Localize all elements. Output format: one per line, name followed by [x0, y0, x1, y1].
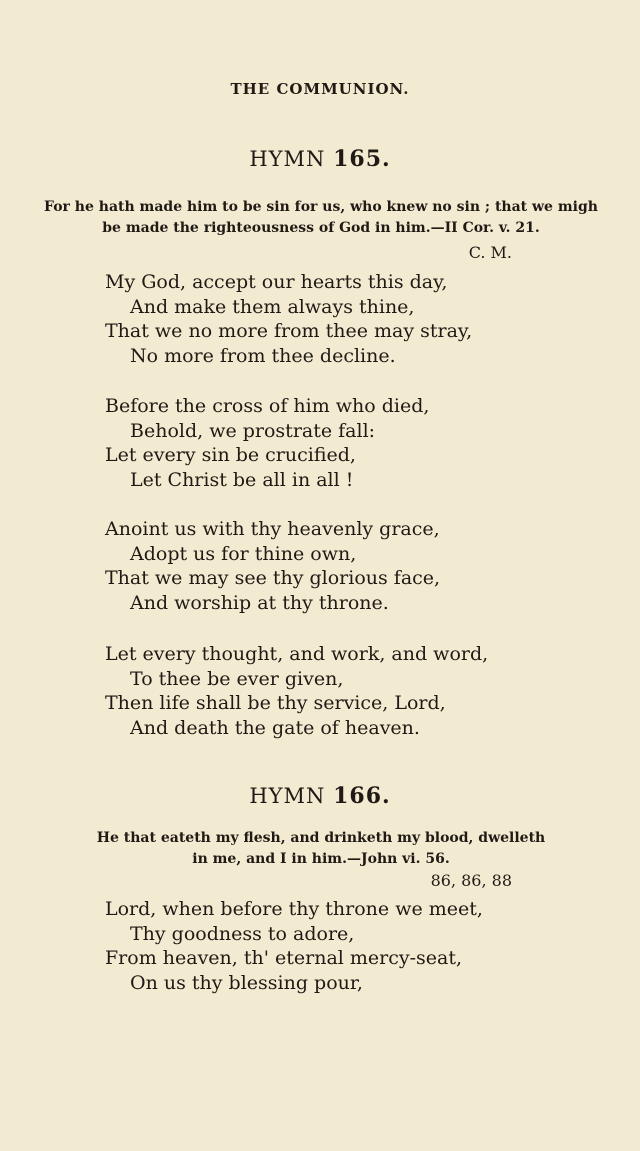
running-head: THE COMMUNION. — [230, 80, 410, 98]
hymn-165-epigraph — [28, 197, 614, 239]
verse-line: Anoint us with thy heavenly grace, — [105, 518, 440, 540]
hymn-165-stanza-2 — [105, 394, 545, 492]
hymn-165-stanza-3 — [105, 517, 545, 615]
verse-line: Lord, when before thy throne we meet, — [105, 898, 483, 920]
verse-line: From heaven, th' eternal mercy-seat, — [105, 947, 463, 970]
verse-line: Adopt us for thine own, — [130, 542, 357, 565]
epigraph-line: For he hath made him to be sin for us, who knew no sin ; that we migh — [44, 199, 598, 215]
epigraph-line: in me, and I in him.—John vi. 56. — [192, 851, 450, 867]
verse-line: Let every thought, and work, and word, — [105, 643, 489, 665]
verse-line: On us thy blessing pour, — [130, 971, 363, 994]
verse-line: Before the cross of him who died, — [105, 395, 430, 417]
verse-line: To thee be ever given, — [130, 667, 344, 690]
epigraph-line: be made the righteousness of God in him.—II Cor. v. 21. — [102, 220, 540, 236]
verse-line: That we may see thy glorious face, — [105, 567, 441, 590]
verse-line: No more from thee decline. — [130, 344, 396, 367]
hymn-title-166 — [0, 783, 640, 809]
verse-line: And make them always thine, — [130, 295, 415, 318]
hymn-label: HYMN — [249, 784, 326, 808]
hymn-number: 165. — [333, 146, 391, 172]
hymn-number: 166. — [333, 783, 391, 809]
verse-line: And death the gate of heaven. — [130, 716, 420, 739]
hymn-166-stanza-1 — [105, 897, 545, 995]
hymn-label: HYMN — [249, 147, 326, 171]
hymn-165-stanza-1 — [105, 270, 545, 368]
hymn-title-165 — [0, 146, 640, 172]
verse-line: Then life shall be thy service, Lord, — [105, 692, 446, 715]
hymn-166-epigraph — [28, 828, 614, 870]
verse-line: That we no more from thee may stray, — [105, 320, 473, 343]
verse-line: Thy goodness to adore, — [130, 922, 355, 945]
hymn-165-stanza-4 — [105, 642, 545, 740]
verse-line: My God, accept our hearts this day, — [105, 271, 448, 293]
hymn-165-meter: C. M. — [468, 243, 512, 262]
verse-line: Let every sin be crucified, — [105, 444, 356, 467]
epigraph-line: He that eateth my flesh, and drinketh my blood, dwelleth — [96, 830, 546, 846]
verse-line: And worship at thy throne. — [130, 591, 389, 614]
verse-line: Let Christ be all in all ! — [130, 468, 354, 491]
verse-line: Behold, we prostrate fall: — [130, 419, 376, 442]
hymn-166-meter: 86, 86, 88 — [430, 871, 512, 890]
